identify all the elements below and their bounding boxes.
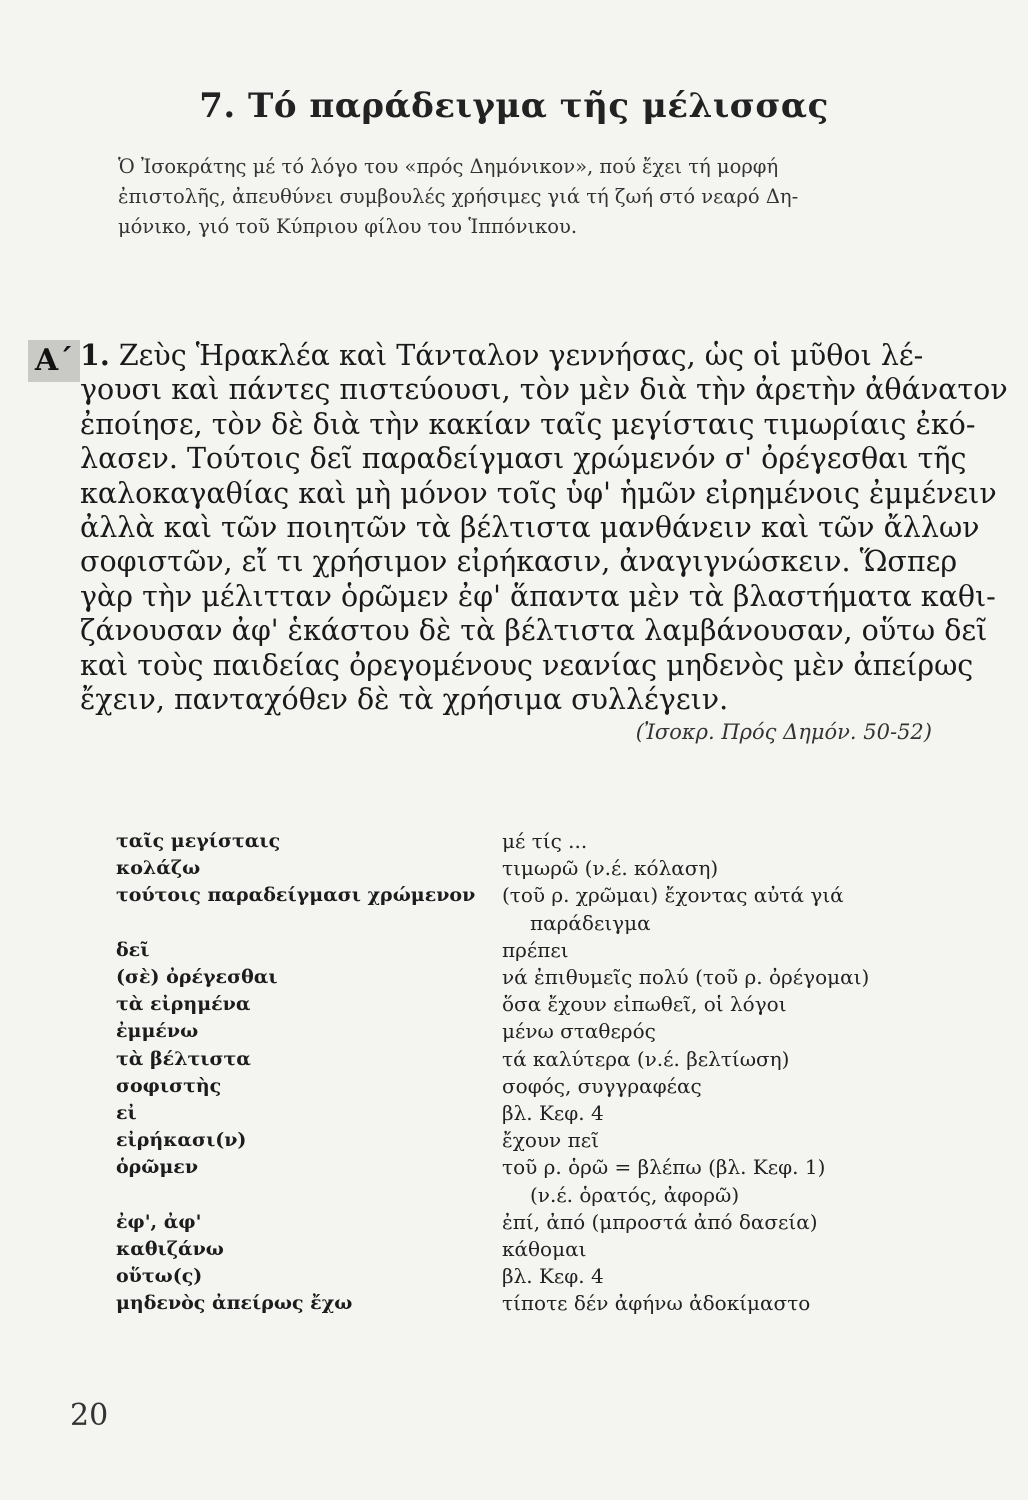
glossary-definition [502, 1046, 936, 1073]
source-citation: (Ἰσοκρ. Πρός Δημόν. 50-52) [635, 720, 932, 744]
glossary-term: εἰ [116, 1102, 137, 1125]
glossary-definition-line: βλ. Κεφ. 4 [502, 1101, 604, 1126]
glossary-term: ὁρῶμεν [116, 1156, 199, 1179]
glossary-definition [502, 1127, 936, 1154]
passage-line: καλοκαγαθίας καὶ μὴ μόνον τοῖς ὑφ' ἡμῶν εἰρημένοις ἐμμένειν [80, 476, 997, 510]
glossary-entry [116, 1290, 936, 1317]
glossary-definition [502, 1100, 936, 1127]
glossary-term: τούτοις παραδείγμασι χρώμενον [116, 884, 476, 907]
glossary-definition-line: τίποτε δέν ἀφήνω ἀδοκίμαστο [502, 1291, 811, 1316]
glossary-term: κολάζω [116, 857, 201, 880]
glossary-term: τὰ εἰρημένα [116, 993, 251, 1016]
glossary-entry [116, 991, 936, 1018]
glossary-term: δεῖ [116, 938, 150, 961]
glossary-definition-line: κάθομαι [502, 1237, 587, 1262]
glossary-definition [502, 1073, 936, 1100]
intro-line: μόνικο, γιό τοῦ Κύπριου φίλου του Ἱππόνικου. [118, 215, 578, 238]
glossary-definition [502, 855, 936, 882]
glossary-entry [116, 1236, 936, 1263]
glossary-definition-line: παράδειγμα [530, 910, 651, 935]
glossary-term: ἐφ', ἀφ' [116, 1210, 202, 1233]
glossary-entry [116, 855, 936, 882]
glossary-definition-line: τά καλύτερα (ν.έ. βελτίωση) [502, 1046, 790, 1071]
intro-line: Ὁ Ἰσοκράτης μέ τό λόγο του «πρός Δημόνικον», πού ἔχει τή μορφή [118, 155, 779, 178]
glossary-entry [116, 1100, 936, 1127]
glossary-term: (σὲ) ὀρέγεσθαι [116, 966, 278, 989]
glossary-entry [116, 1263, 936, 1290]
glossary-term: ἐμμένω [116, 1020, 199, 1043]
intro-paragraph [118, 152, 930, 242]
glossary-entry [116, 828, 936, 855]
glossary-definition [502, 1154, 936, 1208]
glossary-definition [502, 882, 936, 936]
paragraph-number: 1. [80, 338, 110, 372]
glossary-definition [502, 964, 936, 991]
glossary-entry [116, 882, 936, 936]
glossary-definition-line: μέ τίς ... [502, 829, 588, 853]
glossary-definition [502, 1018, 936, 1045]
glossary-term: καθιζάνω [116, 1238, 224, 1261]
passage-line: ζάνουσαν ἀφ' ἑκάστου δὲ τὰ βέλτιστα λαμβάνουσαν, οὕτω δεῖ [80, 614, 988, 648]
glossary-entry [116, 937, 936, 964]
glossary-definition-line: ἔχουν πεῖ [502, 1128, 599, 1153]
glossary-term: μηδενὸς ἀπείρως ἔχω [116, 1292, 353, 1315]
passage-line [80, 338, 940, 373]
glossary-definition [502, 1263, 936, 1290]
glossary-definition [502, 1236, 936, 1263]
passage-line: καὶ τοὺς παιδείας ὀρεγομένους νεανίας μηδενὸς μὲν ἀπείρως [80, 648, 974, 682]
glossary-term: σοφιστὴς [116, 1074, 222, 1097]
glossary-entry [116, 1073, 936, 1100]
glossary-definition-line: σοφός, συγγραφέας [502, 1073, 702, 1098]
chapter-title: 7. Τό παράδειγμα τῆς μέλισσας [199, 86, 829, 126]
passage-line: ἐποίησε, τὸν δὲ διὰ τὴν κακίαν ταῖς μεγίσταις τιμωρίαις ἐκό- [80, 407, 976, 441]
glossary-entry [116, 1154, 936, 1208]
passage-line: ἀλλὰ καὶ τῶν ποιητῶν τὰ βέλτιστα μανθάνειν καὶ τῶν ἄλλων [80, 511, 980, 545]
glossary-term: εἰρήκασι(ν) [116, 1129, 247, 1152]
glossary-term: οὕτω(ς) [116, 1265, 203, 1288]
glossary-definition-line: τιμωρῶ (ν.έ. κόλαση) [502, 856, 719, 881]
glossary-definition [502, 828, 936, 855]
passage-line: ἔχειν, πανταχόθεν δὲ τὰ χρήσιμα συλλέγειν. [80, 683, 729, 717]
section-marker: Α΄ [28, 340, 80, 382]
glossary-definition [502, 1290, 936, 1317]
glossary [116, 828, 936, 1318]
glossary-definition [502, 1209, 936, 1236]
glossary-definition-line: νά ἐπιθυμεῖς πολύ (τοῦ ρ. ὀρέγομαι) [502, 965, 870, 990]
glossary-definition-line: τοῦ ρ. ὁρῶ = βλέπω (βλ. Κεφ. 1) [502, 1155, 826, 1180]
glossary-definition-line: πρέπει [502, 937, 569, 962]
greek-passage [80, 338, 1008, 717]
passage-line: γουσι καὶ πάντες πιστεύουσι, τὸν μὲν διὰ τὴν ἀρετὴν ἀθάνατον [80, 373, 1008, 407]
glossary-entry [116, 1127, 936, 1154]
passage-line: σοφιστῶν, εἴ τι χρήσιμον εἰρήκασιν, ἀναγιγνώσκειν. Ὥσπερ [80, 545, 958, 579]
glossary-term: τὰ βέλτιστα [116, 1047, 251, 1070]
glossary-entry [116, 1046, 936, 1073]
glossary-definition-line: (ν.έ. ὁρατός, ἀφορῶ) [530, 1182, 740, 1207]
glossary-definition-line: ἐπί, ἀπό (μπροστά ἀπό δασεία) [502, 1209, 818, 1234]
glossary-definition-line: ὅσα ἔχουν εἰπωθεῖ, οἱ λόγοι [502, 992, 787, 1017]
glossary-entry [116, 964, 936, 991]
passage-line: γὰρ τὴν μέλιτταν ὁρῶμεν ἐφ' ἅπαντα μὲν τὰ βλαστήματα καθι- [80, 579, 996, 613]
glossary-definition [502, 937, 936, 964]
glossary-definition-line: μένω σταθερός [502, 1019, 656, 1044]
page-number: 20 [70, 1398, 109, 1433]
glossary-definition [502, 991, 936, 1018]
passage-line-text: Ζεὺς Ἡρακλέα καὶ Τάνταλον γεννήσας, ὡς οἱ μῦθοι λέ- [118, 339, 924, 372]
glossary-definition-line: βλ. Κεφ. 4 [502, 1264, 604, 1289]
glossary-entry [116, 1018, 936, 1045]
passage-line: λασεν. Τούτοις δεῖ παραδείγμασι χρώμενόν σ' ὀρέγεσθαι τῆς [80, 442, 967, 476]
glossary-entry [116, 1209, 936, 1236]
intro-line: ἐπιστολῆς, ἀπευθύνει συμβουλές χρήσιμες γιά τή ζωή στό νεαρό Δη- [118, 185, 799, 208]
glossary-definition-line: (τοῦ ρ. χρῶμαι) ἔχοντας αὐτά γιά [502, 883, 844, 908]
glossary-term: ταῖς μεγίσταις [116, 830, 281, 852]
